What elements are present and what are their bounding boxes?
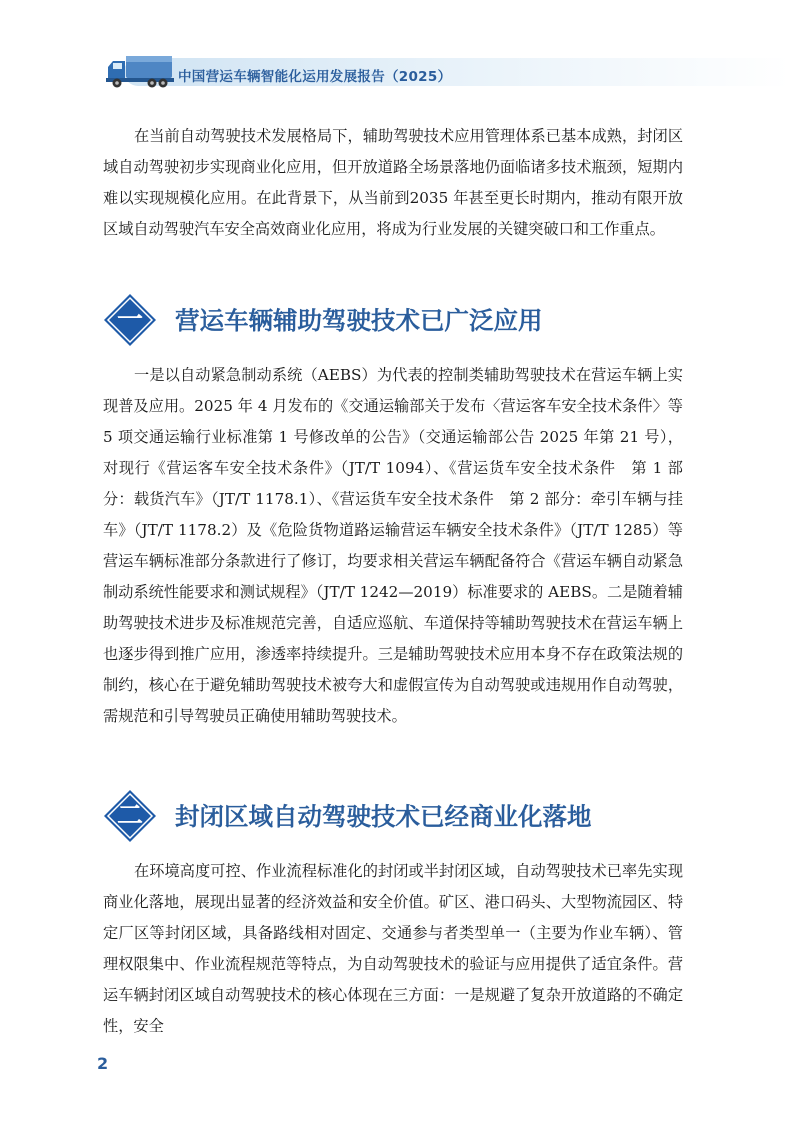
section-2-paragraph: 在环境高度可控、作业流程标准化的封闭或半封闭区域，自动驾驶技术已率先实现商业化落地，展现出显著的经济效益和安全价值。矿区、港口码头、大型物流园区、特定厂区等封闭区域，具备路线相对固定、交通参与者类型单一（主要为作业车辆）、管理权限集中、作业流程规范等特点，为自动驾驶技术的验证与应用提供了适宜条件。营运车辆封闭区域自动驾驶技术的核心体现在三方面：一是规避了复杂开放道路的不确定性，安全 bbox=[103, 862, 683, 1035]
intro-paragraph: 在当前自动驾驶技术发展格局下，辅助驾驶技术应用管理体系已基本成熟，封闭区域自动驾驶初步实现商业化应用，但开放道路全场景落地仍面临诸多技术瓶颈，短期内难以实现规模化应用。在此背景下，从当前到2035 年甚至更长时期内，推动有限开放区域自动驾驶汽车安全高效商业化应用，将成为行业发展的关键突破口和工作重点。 bbox=[103, 127, 683, 238]
section-number: 二 bbox=[116, 801, 143, 831]
page-number: 2 bbox=[97, 1054, 109, 1073]
section-number: 一 bbox=[116, 305, 143, 335]
section-heading-1 bbox=[103, 293, 703, 347]
section-title: 营运车辆辅助驾驶技术已广泛应用 bbox=[175, 306, 543, 335]
section-title: 封闭区域自动驾驶技术已经商业化落地 bbox=[175, 802, 592, 831]
truck-icon bbox=[104, 52, 176, 90]
section-1-paragraph: 一是以自动紧急制动系统（AEBS）为代表的控制类辅助驾驶技术在营运车辆上实现普及应用。2025 年 4 月发布的《交通运输部关于发布〈营运客车安全技术条件〉等 5 项交通运输行业标准第 1 号修改单的公告》（交通运输部公告 2025 年第 21 号），对现行《营运客车安全技术条件》（JT/T 1094）、《营运货车安全技术条件 第 1 部分：载货汽车》（JT/T 1178.1）、《营运货车安全技术条件 第 2 部分：牵引车辆与挂车》（JT/T 1178.2）及《危险货物道路运输营运车辆安全技术条件》（JT/T 1285）等营运车辆标准部分条款进行了修订，均要求相关营运车辆配备符合《营运车辆自动紧急制动系统性能要求和测试规程》（JT/T 1242—2019）标准要求的 AEBS。二是随着辅助驾驶技术进步及标准规范完善，自适应巡航、车道保持等辅助驾驶技术在营运车辆上也逐步得到推广应用，渗透率持续提升。三是辅助驾驶技术应用本身不存在政策法规的制约，核心在于避免辅助驾驶技术被夸大和虚假宣传为自动驾驶或违规用作自动驾驶，需规范和引导驾驶员正确使用辅助驾驶技术。 bbox=[103, 366, 683, 725]
running-header bbox=[104, 52, 790, 90]
header-title: 中国营运车辆智能化运用发展报告（2025） bbox=[178, 69, 452, 85]
section-heading-2 bbox=[103, 789, 703, 843]
